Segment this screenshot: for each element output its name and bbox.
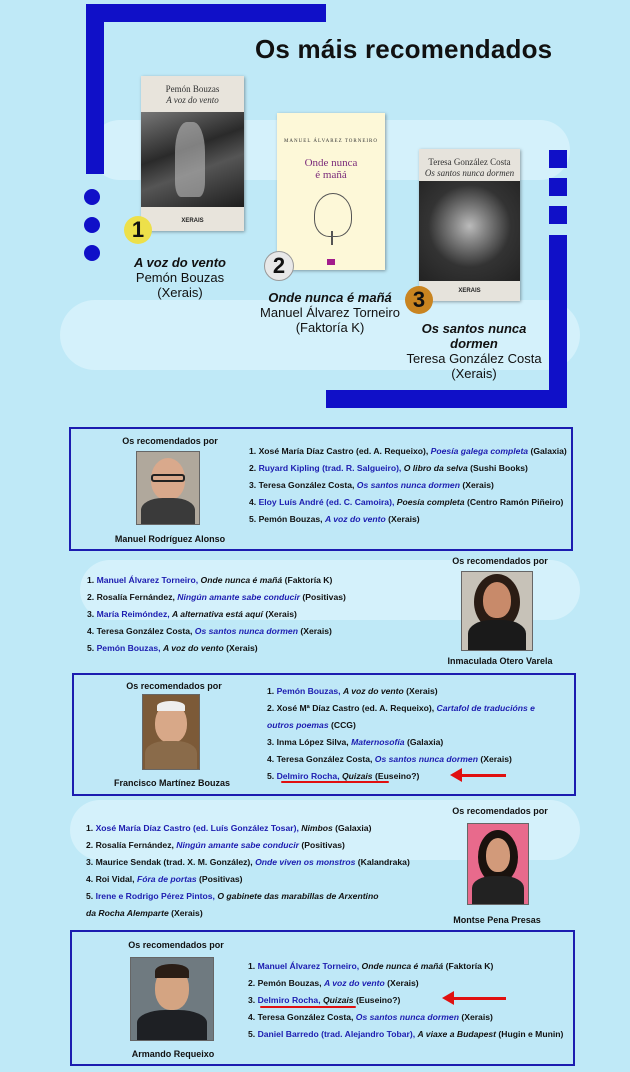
recommendation-list (86, 820, 410, 922)
item-publisher: (Xerais) (171, 908, 203, 918)
book-cover-title (277, 157, 385, 181)
item-publisher: (Galaxia) (406, 737, 444, 747)
item-author: Roi Vidal, (95, 874, 135, 884)
item-publisher: (Positivas) (301, 840, 345, 850)
item-number: 5. (267, 771, 275, 781)
red-arrow-annotation (452, 997, 506, 1000)
item-author: Rosalía Fernández, (95, 840, 174, 850)
publisher-logo (327, 259, 335, 265)
item-author: Maurice Sendak (trad. X. M. González), (95, 857, 253, 867)
item-title: A voz do vento (342, 686, 404, 696)
recommender-header: Os recomendados por (452, 556, 548, 566)
red-underline-annotation (260, 1006, 356, 1008)
item-publisher: (Galaxia) (530, 446, 567, 456)
list-item (86, 888, 410, 905)
recommender-photo (136, 451, 200, 525)
item-author[interactable]: Delmiro Rocha, (257, 995, 321, 1005)
list-item (249, 477, 567, 494)
recommender-name: Montse Pena Presas (453, 915, 541, 925)
tree-trunk (331, 231, 333, 245)
item-author: Inma López Silva, (276, 737, 349, 747)
item-publisher: (Kalandraka) (357, 857, 410, 867)
item-title: Nimbos (301, 823, 333, 833)
book-cover-3[interactable] (419, 149, 520, 301)
book-cover-title-line: Onde nunca (304, 157, 358, 169)
item-author: Xosé María Díaz Castro (ed. A. Requeixo), (258, 446, 429, 456)
item-number: 3. (248, 995, 256, 1005)
list-item (87, 572, 346, 589)
list-item (249, 443, 567, 460)
item-title[interactable]: Os santos nunca dormen (374, 754, 478, 764)
item-author[interactable]: Pemón Bouzas, (96, 643, 161, 653)
item-publisher: (Xerais) (388, 514, 420, 524)
list-item (248, 958, 563, 975)
item-author[interactable]: Xosé María Díaz Castro (ed. Luís González Tosar), (95, 823, 299, 833)
item-number: 3. (249, 480, 257, 490)
recommender-name: Francisco Martínez Bouzas (113, 778, 231, 788)
list-item (249, 511, 567, 528)
item-author[interactable]: Ruyard Kipling (trad. R. Salgueiro), (258, 463, 402, 473)
list-item (267, 717, 535, 734)
item-title[interactable]: A voz do vento (324, 514, 386, 524)
recommender-header: Os recomendados por (122, 436, 218, 446)
book-author: Pemón Bouzas (135, 270, 225, 285)
item-author[interactable]: Delmiro Rocha, (276, 771, 340, 781)
frame-dot (84, 245, 100, 261)
recommender-header: Os recomendados por (128, 940, 224, 950)
list-item (248, 975, 563, 992)
frame-dot (84, 189, 100, 205)
item-author[interactable]: Daniel Barredo (trad. Alejandro Tobar), (257, 1029, 416, 1039)
item-author[interactable]: Manuel Álvarez Torneiro, (257, 961, 360, 971)
frame-top-bar (86, 4, 326, 22)
item-publisher: (Xerais) (462, 480, 494, 490)
list-item (248, 1009, 563, 1026)
item-publisher: (Xerais) (480, 754, 512, 764)
list-item (87, 640, 346, 657)
book-publisher: (Xerais) (157, 285, 203, 300)
item-number: 5. (86, 891, 94, 901)
page-title: Os máis recomendados (255, 34, 553, 64)
item-title: A alternativa está aquí (172, 609, 263, 619)
frame-square (549, 150, 567, 168)
list-item (86, 820, 410, 837)
recommender-name: Manuel Rodríguez Alonso (114, 534, 226, 544)
book-cover-title-line: é mañá (315, 169, 347, 181)
list-item (248, 1026, 563, 1043)
publisher-logo: XERAIS (458, 288, 481, 294)
item-title[interactable]: Os santos nunca dormen (194, 626, 298, 636)
item-author[interactable]: Eloy Luís André (ed. C. Camoira), (258, 497, 395, 507)
item-publisher: (Galaxia) (335, 823, 372, 833)
item-number: 2. (249, 463, 257, 473)
publisher-logo: XERAIS (181, 218, 204, 224)
list-item (86, 871, 410, 888)
item-publisher: (Euseino?) (374, 771, 420, 781)
recommender-photo (461, 571, 533, 651)
item-title: Quizais (342, 771, 373, 781)
item-publisher: (Xerais) (226, 643, 258, 653)
item-publisher: (Xerais) (265, 609, 297, 619)
item-title[interactable]: Fóra de portas (136, 874, 197, 884)
item-publisher: (Sushi Books) (470, 463, 528, 473)
item-number: 1. (248, 961, 256, 971)
book-caption-1 (130, 255, 230, 300)
rank-badge-2: 2 (264, 251, 294, 281)
item-number: 5. (248, 1029, 256, 1039)
item-author: Teresa González Costa, (258, 480, 355, 490)
book-author: Teresa González Costa (406, 351, 542, 366)
item-title: O libro da selva (403, 463, 468, 473)
item-title[interactable]: Poesía galega completa (430, 446, 529, 456)
item-author: Teresa González Costa, (96, 626, 193, 636)
book-author: Manuel Álvarez Torneiro (260, 305, 400, 320)
item-publisher: (Positivas) (199, 874, 243, 884)
recommender-photo (130, 957, 214, 1041)
book-publisher: (Faktoría K) (295, 320, 365, 335)
item-title: Quizais (323, 995, 354, 1005)
recommender-header: Os recomendados por (126, 681, 222, 691)
frame-right-bar (549, 235, 567, 408)
list-item (249, 494, 567, 511)
recommender-header: Os recomendados por (452, 806, 548, 816)
item-author[interactable]: María Reimóndez, (96, 609, 170, 619)
book-cover-1[interactable] (141, 76, 244, 231)
item-author: Teresa González Costa, (276, 754, 373, 764)
list-item (267, 734, 535, 751)
item-number: 4. (86, 874, 94, 884)
item-number: 4. (249, 497, 257, 507)
list-item (267, 683, 535, 700)
list-item (86, 854, 410, 871)
item-number: 2. (86, 840, 94, 850)
item-title[interactable]: Ningún amante sabe conducir (177, 592, 301, 602)
item-number: 3. (87, 609, 95, 619)
item-title[interactable]: Onde viven os monstros (255, 857, 356, 867)
item-number: 1. (249, 446, 257, 456)
item-publisher: (Xerais) (461, 1012, 493, 1022)
recommendation-list (267, 683, 535, 785)
book-cover-title: A voz do vento (166, 95, 219, 105)
list-item (86, 837, 410, 854)
item-publisher: (Euseino?) (355, 995, 401, 1005)
book-cover-author: Pemón Bouzas (165, 84, 220, 94)
item-publisher: (CCG) (331, 720, 356, 730)
item-author[interactable]: Manuel Álvarez Torneiro, (96, 575, 199, 585)
item-title[interactable]: Maternosofía (351, 737, 405, 747)
recommender-photo (467, 823, 529, 905)
item-number: 4. (267, 754, 275, 764)
book-cover-2[interactable] (277, 113, 385, 270)
frame-left-bar (86, 4, 104, 174)
frame-bottom-bar (326, 390, 567, 408)
item-author[interactable]: Pemón Bouzas, (276, 686, 341, 696)
book-cover-author: MANUEL ÁLVAREZ TORNEIRO (283, 139, 379, 144)
item-author: Pemón Bouzas, (257, 978, 322, 988)
item-author: Xosé Mª Díaz Castro (ed. A. Requeixo), (276, 703, 435, 713)
list-item (87, 606, 346, 623)
book-cover-image (141, 112, 244, 207)
item-title[interactable]: Cartafol de traducións e (436, 703, 535, 713)
list-item (87, 623, 346, 640)
item-title[interactable]: Os santos nunca dormen (356, 480, 460, 490)
book-title[interactable]: A voz do vento (134, 255, 226, 270)
book-title[interactable]: Os santos nunca dormen (421, 321, 527, 351)
item-title: A voz do vento (162, 643, 224, 653)
item-publisher: (Xerais) (300, 626, 332, 636)
item-title[interactable]: A voz do vento (323, 978, 385, 988)
recommender-photo (142, 694, 200, 770)
red-arrow-annotation (460, 774, 506, 777)
recommendation-list (249, 443, 567, 528)
item-number: 2. (267, 703, 275, 713)
item-number: 5. (87, 643, 95, 653)
item-number: 2. (87, 592, 95, 602)
list-item (87, 589, 346, 606)
item-author[interactable]: Irene e Rodrigo Pérez Pintos, (95, 891, 215, 901)
item-author: Pemón Bouzas, (258, 514, 323, 524)
item-number: 3. (86, 857, 94, 867)
list-item (267, 751, 535, 768)
rank-badge-1: 1 (124, 216, 152, 244)
item-number: 2. (248, 978, 256, 988)
recommender-name: Inmaculada Otero Varela (447, 656, 553, 666)
frame-square (549, 178, 567, 196)
item-author: Teresa González Costa, (257, 1012, 354, 1022)
recommendation-list (248, 958, 563, 1043)
tree-illustration (314, 193, 352, 237)
item-number: 1. (87, 575, 95, 585)
item-title: da Rocha Alemparte (86, 908, 169, 918)
book-publisher: (Xerais) (451, 366, 497, 381)
book-caption-3 (400, 321, 548, 381)
item-publisher: (Faktoría K) (445, 961, 494, 971)
item-number: 1. (86, 823, 94, 833)
item-number: 4. (87, 626, 95, 636)
item-title: Onde nunca é mañá (361, 961, 444, 971)
item-title[interactable]: Ningún amante sabe conducir (176, 840, 300, 850)
frame-dot (84, 217, 100, 233)
item-publisher: (Centro Ramón Piñeiro) (466, 497, 564, 507)
item-number: 5. (249, 514, 257, 524)
recommendation-list (87, 572, 346, 657)
book-caption-2 (245, 290, 415, 335)
list-item (86, 905, 410, 922)
item-title: Poesía completa (396, 497, 465, 507)
item-title: A viaxe a Budapest (417, 1029, 497, 1039)
red-underline-annotation (281, 781, 389, 783)
item-title[interactable]: Os santos nunca dormen (355, 1012, 459, 1022)
book-cover-image (419, 181, 520, 281)
book-title[interactable]: Onde nunca é mañá (268, 290, 392, 305)
item-number: 1. (267, 686, 275, 696)
item-number: 4. (248, 1012, 256, 1022)
item-publisher: (Positivas) (302, 592, 346, 602)
item-publisher: (Hugin e Munin) (498, 1029, 564, 1039)
frame-square (549, 206, 567, 224)
item-title: Onde nunca é mañá (200, 575, 283, 585)
book-cover-title: Os santos nunca dormen (424, 168, 515, 178)
book-cover-author: Teresa González Costa (428, 157, 511, 167)
item-author: Rosalía Fernández, (96, 592, 175, 602)
item-publisher: (Xerais) (406, 686, 438, 696)
item-publisher: (Faktoría K) (284, 575, 333, 585)
list-item (267, 700, 535, 717)
item-title[interactable]: outros poemas (267, 720, 329, 730)
rank-badge-3: 3 (405, 286, 433, 314)
item-number: 3. (267, 737, 275, 747)
item-publisher: (Xerais) (387, 978, 419, 988)
recommender-name: Armando Requeixo (131, 1049, 215, 1059)
list-item (249, 460, 567, 477)
item-title: O gabinete das marabillas de Arxentino (217, 891, 379, 901)
